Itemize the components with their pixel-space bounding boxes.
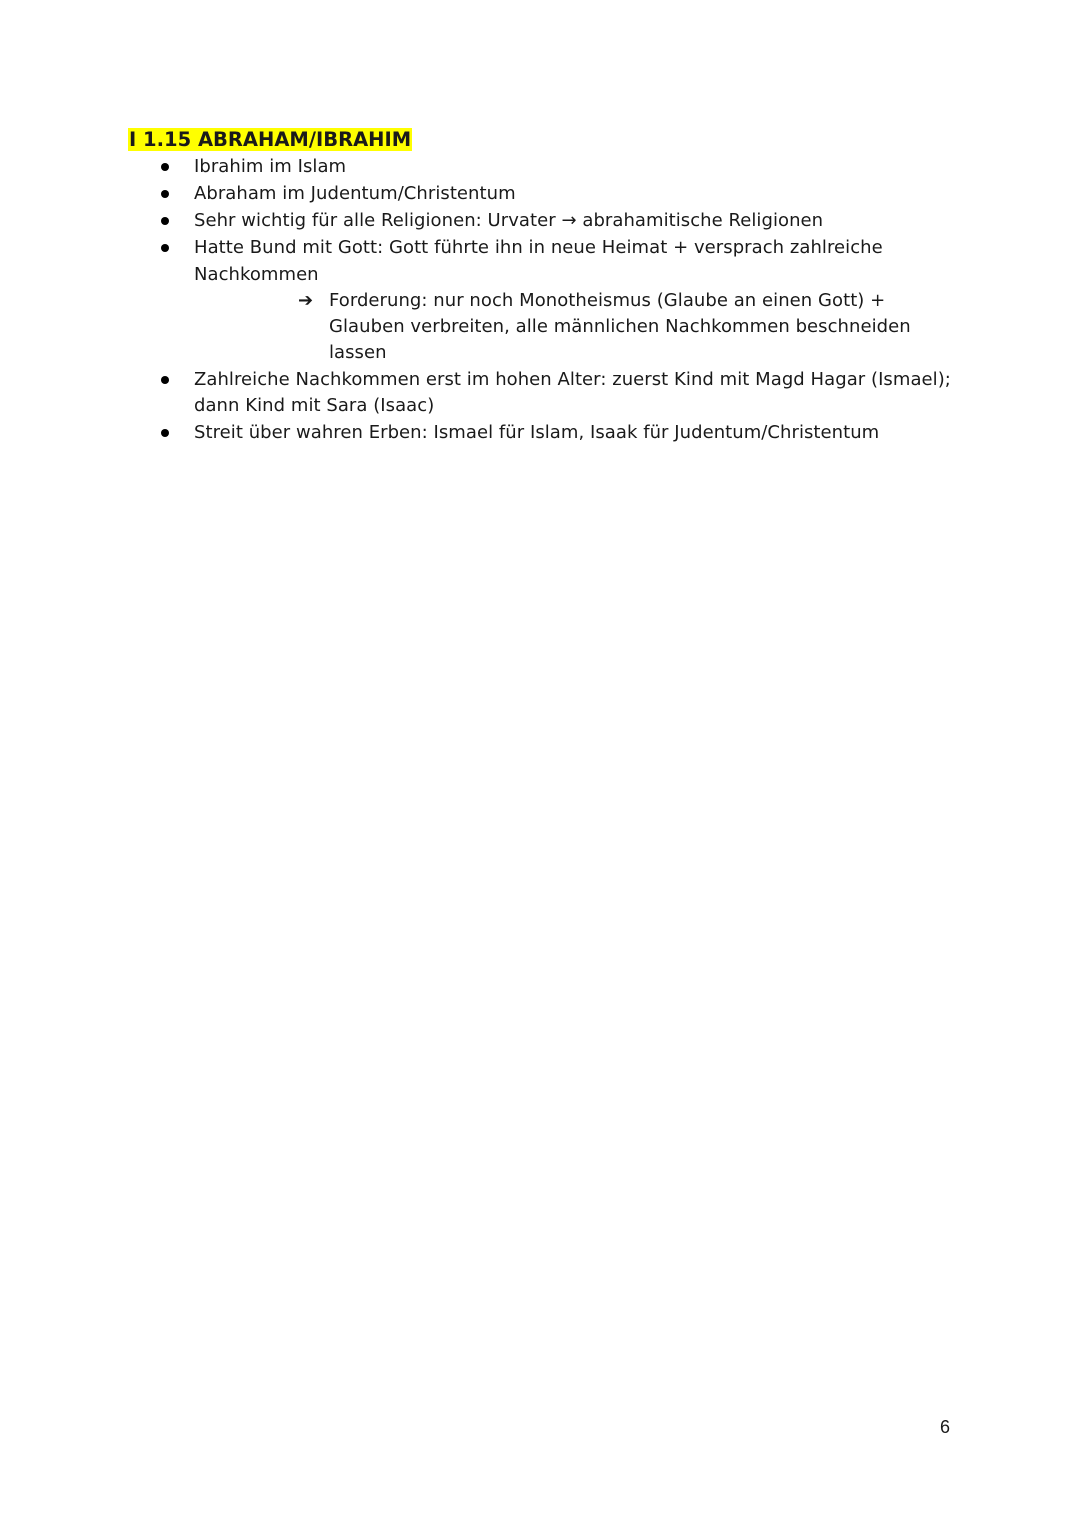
- section-heading: [128, 128, 412, 152]
- list-item-continuation: Nachkommen: [194, 264, 319, 285]
- section-heading-text: I 1.15 ABRAHAM/IBRAHIM: [129, 128, 412, 151]
- list-item: Streit über wahren Erben: Ismael für Islam, Isaak für Judentum/Christentum: [194, 422, 880, 443]
- list-item: Sehr wichtig für alle Religionen: Urvater → abrahamitische Religionen: [194, 210, 824, 231]
- list-item-continuation: dann Kind mit Sara (Isaac): [194, 395, 435, 416]
- bullet-icon: [161, 376, 169, 384]
- bullet-icon: [161, 163, 169, 171]
- bullet-icon: [161, 217, 169, 225]
- sub-item-continuation: lassen: [329, 342, 387, 363]
- list-item: Zahlreiche Nachkommen erst im hohen Alter: zuerst Kind mit Magd Hagar (Ismael);: [194, 369, 951, 390]
- list-item: Abraham im Judentum/Christentum: [194, 183, 516, 204]
- bullet-icon: [161, 429, 169, 437]
- list-item: Ibrahim im Islam: [194, 156, 347, 177]
- sub-item-continuation: Glauben verbreiten, alle männlichen Nachkommen beschneiden: [329, 316, 911, 337]
- bullet-icon: [161, 190, 169, 198]
- page-number: 6: [940, 1417, 951, 1437]
- arrow-right-icon: ➔: [298, 290, 314, 311]
- sub-item: Forderung: nur noch Monotheismus (Glaube an einen Gott) +: [329, 290, 886, 311]
- bullet-icon: [161, 244, 169, 252]
- list-item: Hatte Bund mit Gott: Gott führte ihn in neue Heimat + versprach zahlreiche: [194, 237, 883, 258]
